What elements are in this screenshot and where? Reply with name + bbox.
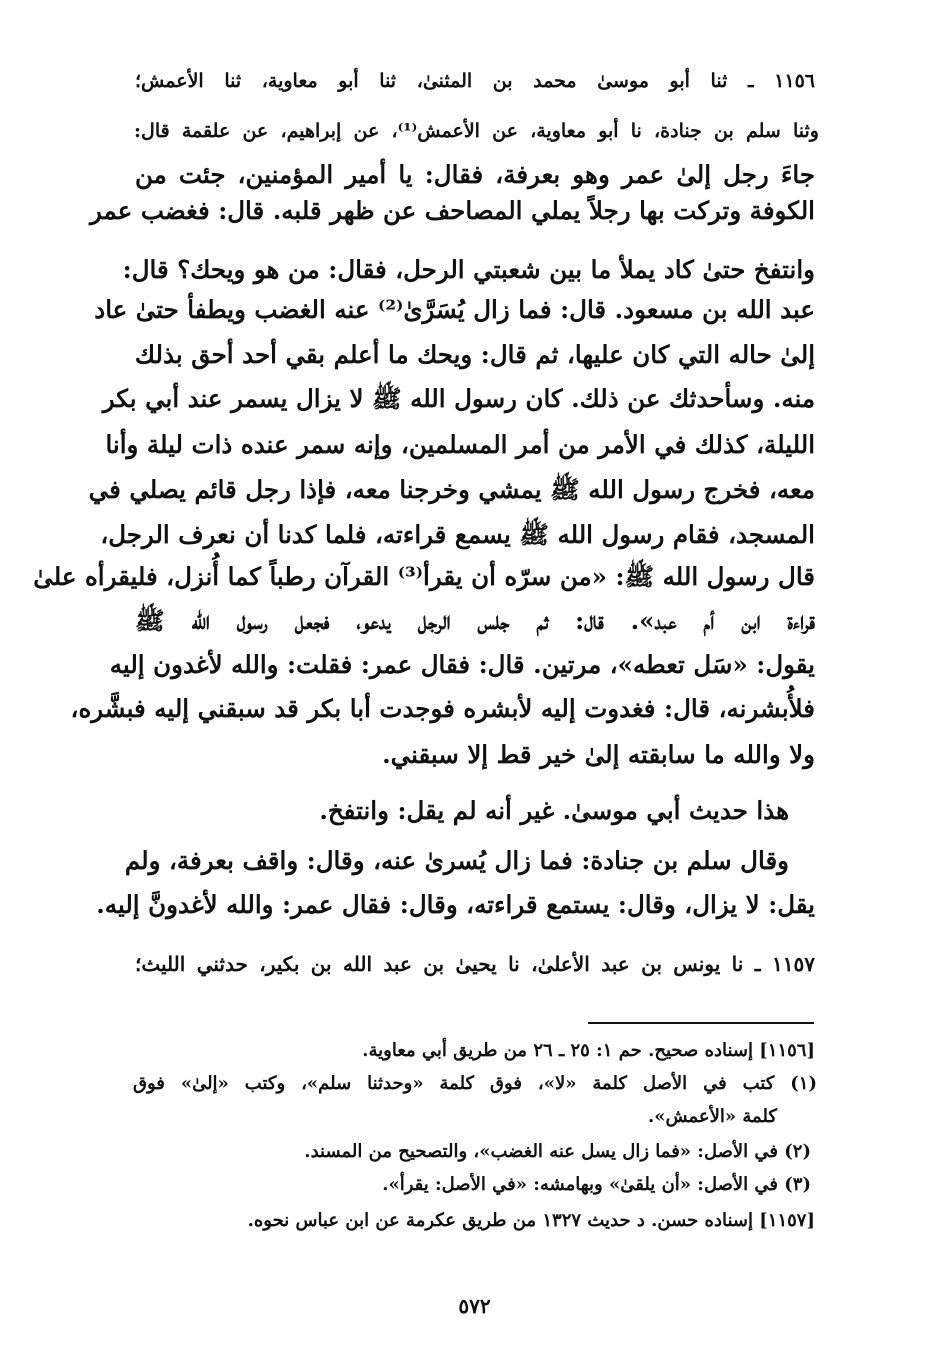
hadith-1156-isnad-1: ١١٥٦ ـ ثنا أبو موسىٰ محمد بن المثنىٰ، ثنا أبو معاوية، ثنا الأعمش؛ [135, 70, 815, 92]
hadith-1156-body-line: يقول: «سَل تعطه»، مرتين. قال: فقال عمر: فقلت: والله لأغدون إليه [109, 650, 815, 679]
footnote-1156: [١١٥٦] إسناده صحيح. حم ١: ٢٥ ـ ٢٦ من طريق أبي معاوية. [362, 1040, 815, 1061]
hadith-1156-variant-line: يقل: لا يزال، وقال: يستمع قراءته، وقال: فقال عمر: والله لأغدونَّ إليه. [96, 890, 815, 919]
footnote-separator [588, 1022, 814, 1024]
hadith-1156-body-line: إلىٰ حاله التي كان عليها، ثم قال: ويحك ما أعلم بقي أحد أحق بذلك [134, 340, 815, 369]
hadith-1156-comment: هذا حديث أبي موسىٰ. غير أنه لم يقل: وانتفخ. [319, 796, 789, 825]
hadith-1156-body-line: وانتفخ حتىٰ كاد يملأ ما بين شعبتي الرحل، فقال: من هو ويحك؟ قال: [122, 255, 815, 284]
page-number: ٥٧٢ [458, 1294, 491, 1318]
hadith-1156-body-line: الليلة، كذلك في الأمر من أمر المسلمين، وإنه سمر عنده ذات ليلة وأنا [105, 430, 815, 459]
footnote-2: (٢) في الأصل: «فما زال يسل عنه الغضب»، والتصحيح من المسند. [304, 1141, 811, 1162]
hadith-1156-body-line: الكوفة وتركت بها رجلاً يملي المصاحف عن ظهر قلبه. قال: فغضب عمر [90, 196, 815, 225]
footnote-1157: [١١٥٧] إسناده حسن. د حديث ١٣٢٧ من طريق عكرمة عن ابن عباس نحوه. [247, 1210, 815, 1231]
hadith-1156-isnad-2: وثنا سلم بن جنادة، نا أبو معاوية، عن الأعمش⁽¹⁾، عن إبراهيم، عن علقمة قال: [134, 120, 819, 142]
hadith-1156-body-line: قال رسول الله ﷺ: «من سرّه أن يقرأ⁽³⁾ القرآن رطباً كما أُنزل، فليقرأه علىٰ [33, 562, 815, 591]
hadith-1156-body-line: ولا والله ما سابقته إلىٰ خير قط إلا سبقني. [382, 740, 815, 769]
footnote-1-line-2: كلمة «الأعمش». [648, 1106, 777, 1127]
hadith-1156-body-line: معه، فخرج رسول الله ﷺ يمشي وخرجنا معه، فإذا رجل قائم يصلي في [88, 475, 815, 504]
hadith-1156-body-line: فلأُبشرنه، قال: فغدوت إليه لأبشره فوجدت أبا بكر قد سبقني إليه فبشَّره، [70, 694, 815, 723]
footnote-3: (٣) في الأصل: «أن يلقىٰ» وبهامشه: «في الأصل: يقرأ». [382, 1174, 811, 1195]
footnote-1-line-1: (١) كتب في الأصل كلمة «لا»، فوق كلمة «وحدثنا سلم»، وكتب «إلىٰ» فوق [133, 1073, 817, 1094]
hadith-1157-isnad: ١١٥٧ ـ نا يونس بن عبد الأعلىٰ، نا يحيىٰ بن عبد الله بن بكير، حدثني الليث؛ [135, 952, 815, 976]
hadith-1156-body-line: قراءة ابن أم عبد». قال: ثم جلس الرجل يدعو، فجعل رسول الله ﷺ [135, 606, 815, 635]
hadith-1156-body-line: منه. وسأحدثك عن ذلك. كان رسول الله ﷺ لا يزال يسمر عند أبي بكر [102, 384, 815, 413]
hadith-1156-body-line: المسجد، فقام رسول الله ﷺ يسمع قراءته، فلما كدنا أن نعرف الرجل، [100, 520, 815, 549]
hadith-1156-variant-line: وقال سلم بن جنادة: فما زال يُسرىٰ عنه، وقال: واقف بعرفة، ولم [124, 846, 789, 875]
hadith-1156-body-line: جاءَ رجل إلىٰ عمر وهو بعرفة، فقال: يا أمير المؤمنين، جئت من [135, 160, 815, 189]
hadith-1156-body-line: عبد الله بن مسعود. قال: فما زال يُسَرَّىٰ⁽²⁾ عنه الغضب ويطفأ حتىٰ عاد [94, 295, 815, 324]
